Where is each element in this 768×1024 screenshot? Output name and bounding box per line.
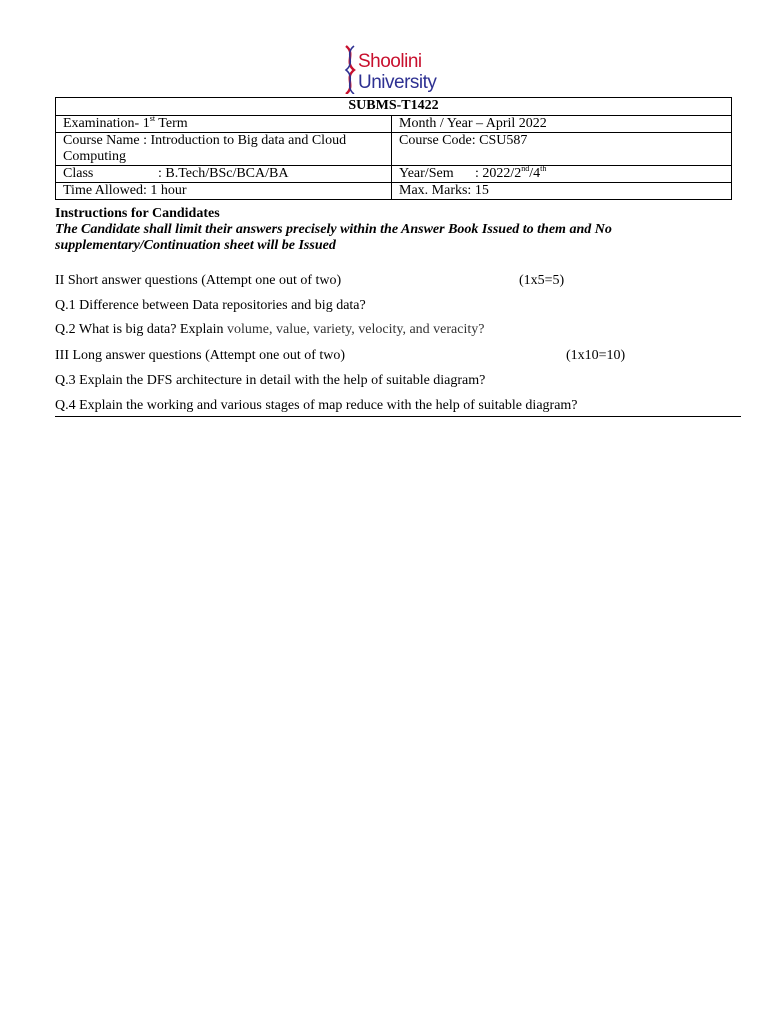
class-cell: Class : B.Tech/BSc/BCA/BA — [56, 166, 392, 183]
month-year-cell: Month / Year – April 2022 — [392, 116, 732, 133]
exam-header-table — [55, 97, 732, 200]
section-title: II Short answer questions (Attempt one out of two) — [55, 273, 342, 288]
section-marks: (1x5=5) — [519, 273, 565, 288]
paper-code: SUBMS-T1422 — [56, 98, 732, 116]
question-1: Q.1 Difference between Data repositories and big data? — [55, 298, 366, 313]
time-allowed-cell: Time Allowed: 1 hour — [56, 183, 392, 200]
logo-text-line2: University — [358, 72, 437, 93]
dna-helix-icon — [342, 44, 358, 94]
max-marks-cell: Max. Marks: 15 — [392, 183, 732, 200]
course-code-cell: Course Code: CSU587 — [392, 133, 732, 166]
section-marks: (1x10=10) — [566, 348, 626, 363]
instructions-text: The Candidate shall limit their answers precisely within the Answer Book Issued to them and No supplementary/Continuation sheet will be Issued — [55, 222, 612, 253]
year-sem-cell: Year/Sem : 2022/2nd/4th — [392, 166, 732, 183]
university-logo — [336, 42, 446, 98]
course-name-cell: Course Name : Introduction to Big data and Cloud Computing — [56, 133, 392, 166]
section-title: III Long answer questions (Attempt one out of two) — [55, 348, 346, 363]
instructions-heading: Instructions for Candidates — [55, 206, 220, 221]
question-4: Q.4 Explain the working and various stages of map reduce with the help of suitable diagram? — [55, 398, 578, 413]
table-row — [56, 98, 732, 116]
table-row — [56, 166, 732, 183]
bottom-rule — [55, 416, 741, 417]
question-3: Q.3 Explain the DFS architecture in detail with the help of suitable diagram? — [55, 373, 486, 388]
examination-cell: Examination- 1st Term — [56, 116, 392, 133]
table-row — [56, 116, 732, 133]
logo-text-line1: Shoolini — [358, 51, 422, 72]
question-2: Q.2 What is big data? Explain volume, value, variety, velocity, and veracity? — [55, 322, 485, 337]
table-row — [56, 183, 732, 200]
table-row — [56, 133, 732, 166]
